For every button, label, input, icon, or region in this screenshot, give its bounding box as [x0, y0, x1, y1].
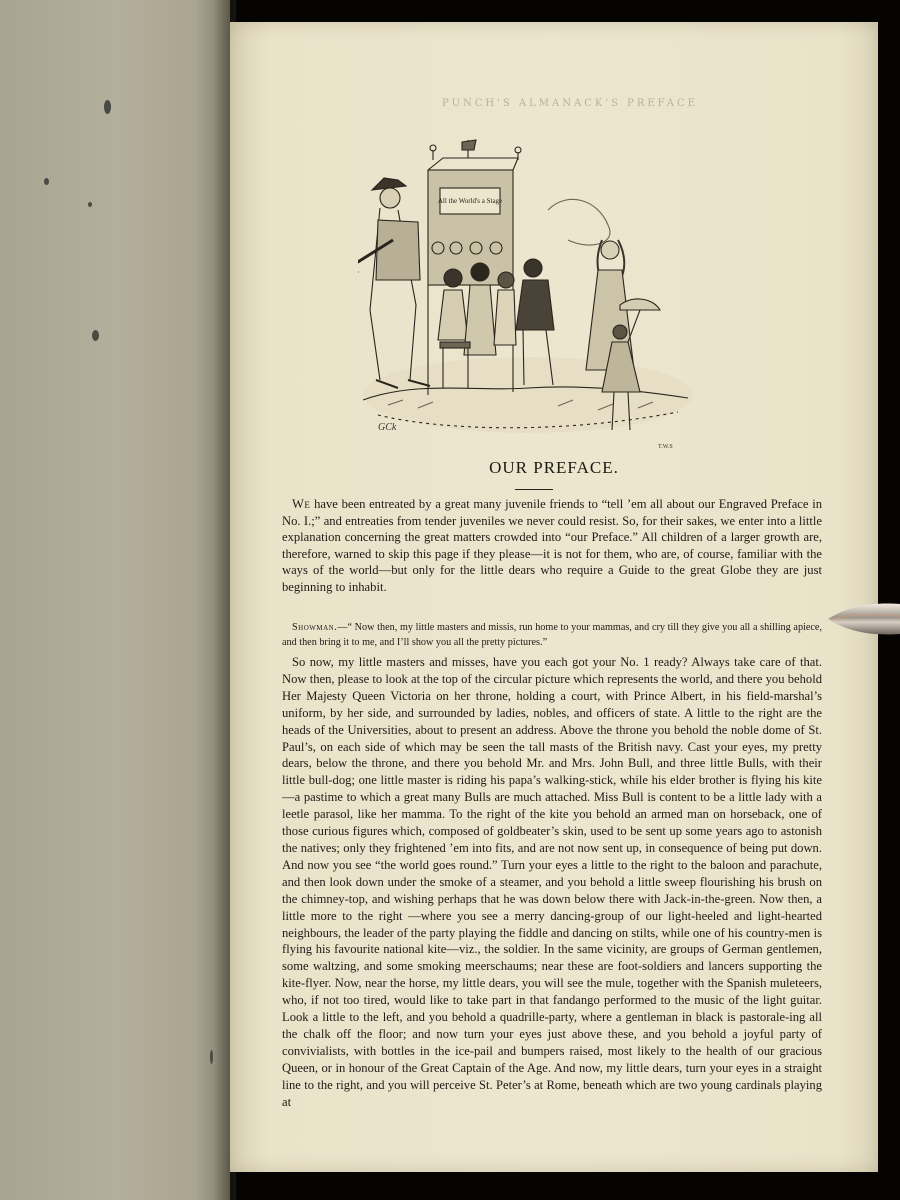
- page-speck: [88, 202, 92, 207]
- showman-quote: [282, 620, 822, 650]
- intro-lead-word: We: [292, 497, 311, 511]
- page-speck: [104, 100, 111, 114]
- peep-show-sign: All the World's a Stage: [437, 197, 503, 205]
- body-paragraph: So now, my little masters and misses, have you each got your No. 1 ready? Always take care of that. Now then, please to look at the top of the circular picture which represents the world, and there you behold Her Majesty Queen Victoria on her throne, holding a court, with Prince Albert, in his field-marshal’s uniform, by her side, and surrounded by ladies, nobles, and officers of state. A little to the right are the heads of the Universities, about to present an address. Above the throne you behold the noble dome of St. Paul’s, on each side of which may be seen the tall masts of the British navy. Cast your eyes, my pretty dears, below the throne, and there you behold Mr. and Mrs. John Bull, and three little Bulls, with their little bull-dog; one little master is riding his papa’s walking-stick, while his elder brother is flying his kite—a pastime to which a great many Bulls are much attached. Miss Bull is content to be a little lady with a leetle parasol, like her mamma. To the right of the kite you behold an armed man on horseback, one of those curious figures which, composed of goldbeater’s skin, used to be sent up some years ago to astonish the natives; only they frightened ’em into fits, and are not now sent up, in consequence of being put down. And now you see “the world goes round.” Turn your eyes a little to the right to the baloon and parachute, and then look down under the smoke of a steamer, and you behold a little sweep flourishing his brush on the chimney-top, and wishing perhaps that he was down below there with Jack-in-the-green. Now then, a little more to the right —where you see a merry dancing-group of our light-heeled and light-hearted neighbours, the leader of the party playing the fiddle and dancing on stilts, while one of his country-men is flying his favourite national kite—viz., the soldier. In the same vicinity, are groups of German gentlemen, some waltzing, and some smoking meerschaums; near these are foot-soldiers and lancers supporting the kite-flyer. Now, near the horse, my little dears, you will see the mule, together with the Spanish muleteers, who, if not too tired, would like to take part in that fandango performed to the music of the light guitar. Look a little to the left, and you behold a quadrille-party, where a gentleman in black is pastorale-ing all the chalk off the floor; and now turn your eyes just above these, and you behold a joyful party of convivialists, with bottles in the ice-pail and bumpers raised, most likely to the health of our gracious Queen, or in honour of the Great Captain of the Age. And now, my little dears, turn your eyes in a straight line to the right, and you will perceive St. Peter’s at Rome, beneath which are two young cardinals playing at: [282, 655, 822, 1109]
- intro-text: have been entreated by a great many juvenile friends to “tell ’em all about our Engraved Preface in No. I.;” and entreaties from tender juveniles we never could resist. So, for their sakes, we enter into a little explanation concerning the great matters crowded into “our Preface.” All children of a larger growth are, therefore, warned to skip this page if they please—it is not for them, who are, of course, familiar with the ways of the world—but only for the little dears who require a Guide to the great Globe they are just beginning to inhabit.: [282, 497, 822, 594]
- showman-quote-text: —“ Now then, my little masters and missis, run home to your mammas, and cry till they give you all a shilling apiece, and then bring it to me, and I’ll show you all the pretty pictures.”: [282, 622, 822, 648]
- showman-illustration: [358, 130, 698, 465]
- title-rule: [515, 489, 553, 490]
- engraver-signature: T.W.S: [658, 444, 673, 450]
- page-title: OUR PREFACE.: [489, 458, 619, 477]
- running-head: PUNCH'S ALMANACK'S PREFACE: [442, 98, 698, 109]
- artist-signature: GCk: [378, 422, 397, 433]
- page-speck: [44, 178, 49, 185]
- speaker-name: Showman.: [292, 622, 338, 633]
- intro-paragraph: [282, 496, 822, 595]
- page-speck: [92, 330, 99, 341]
- metal-pointer-icon: [828, 598, 900, 640]
- left-page: [0, 0, 230, 1200]
- right-page: [230, 22, 878, 1172]
- page-speck: [210, 1050, 213, 1064]
